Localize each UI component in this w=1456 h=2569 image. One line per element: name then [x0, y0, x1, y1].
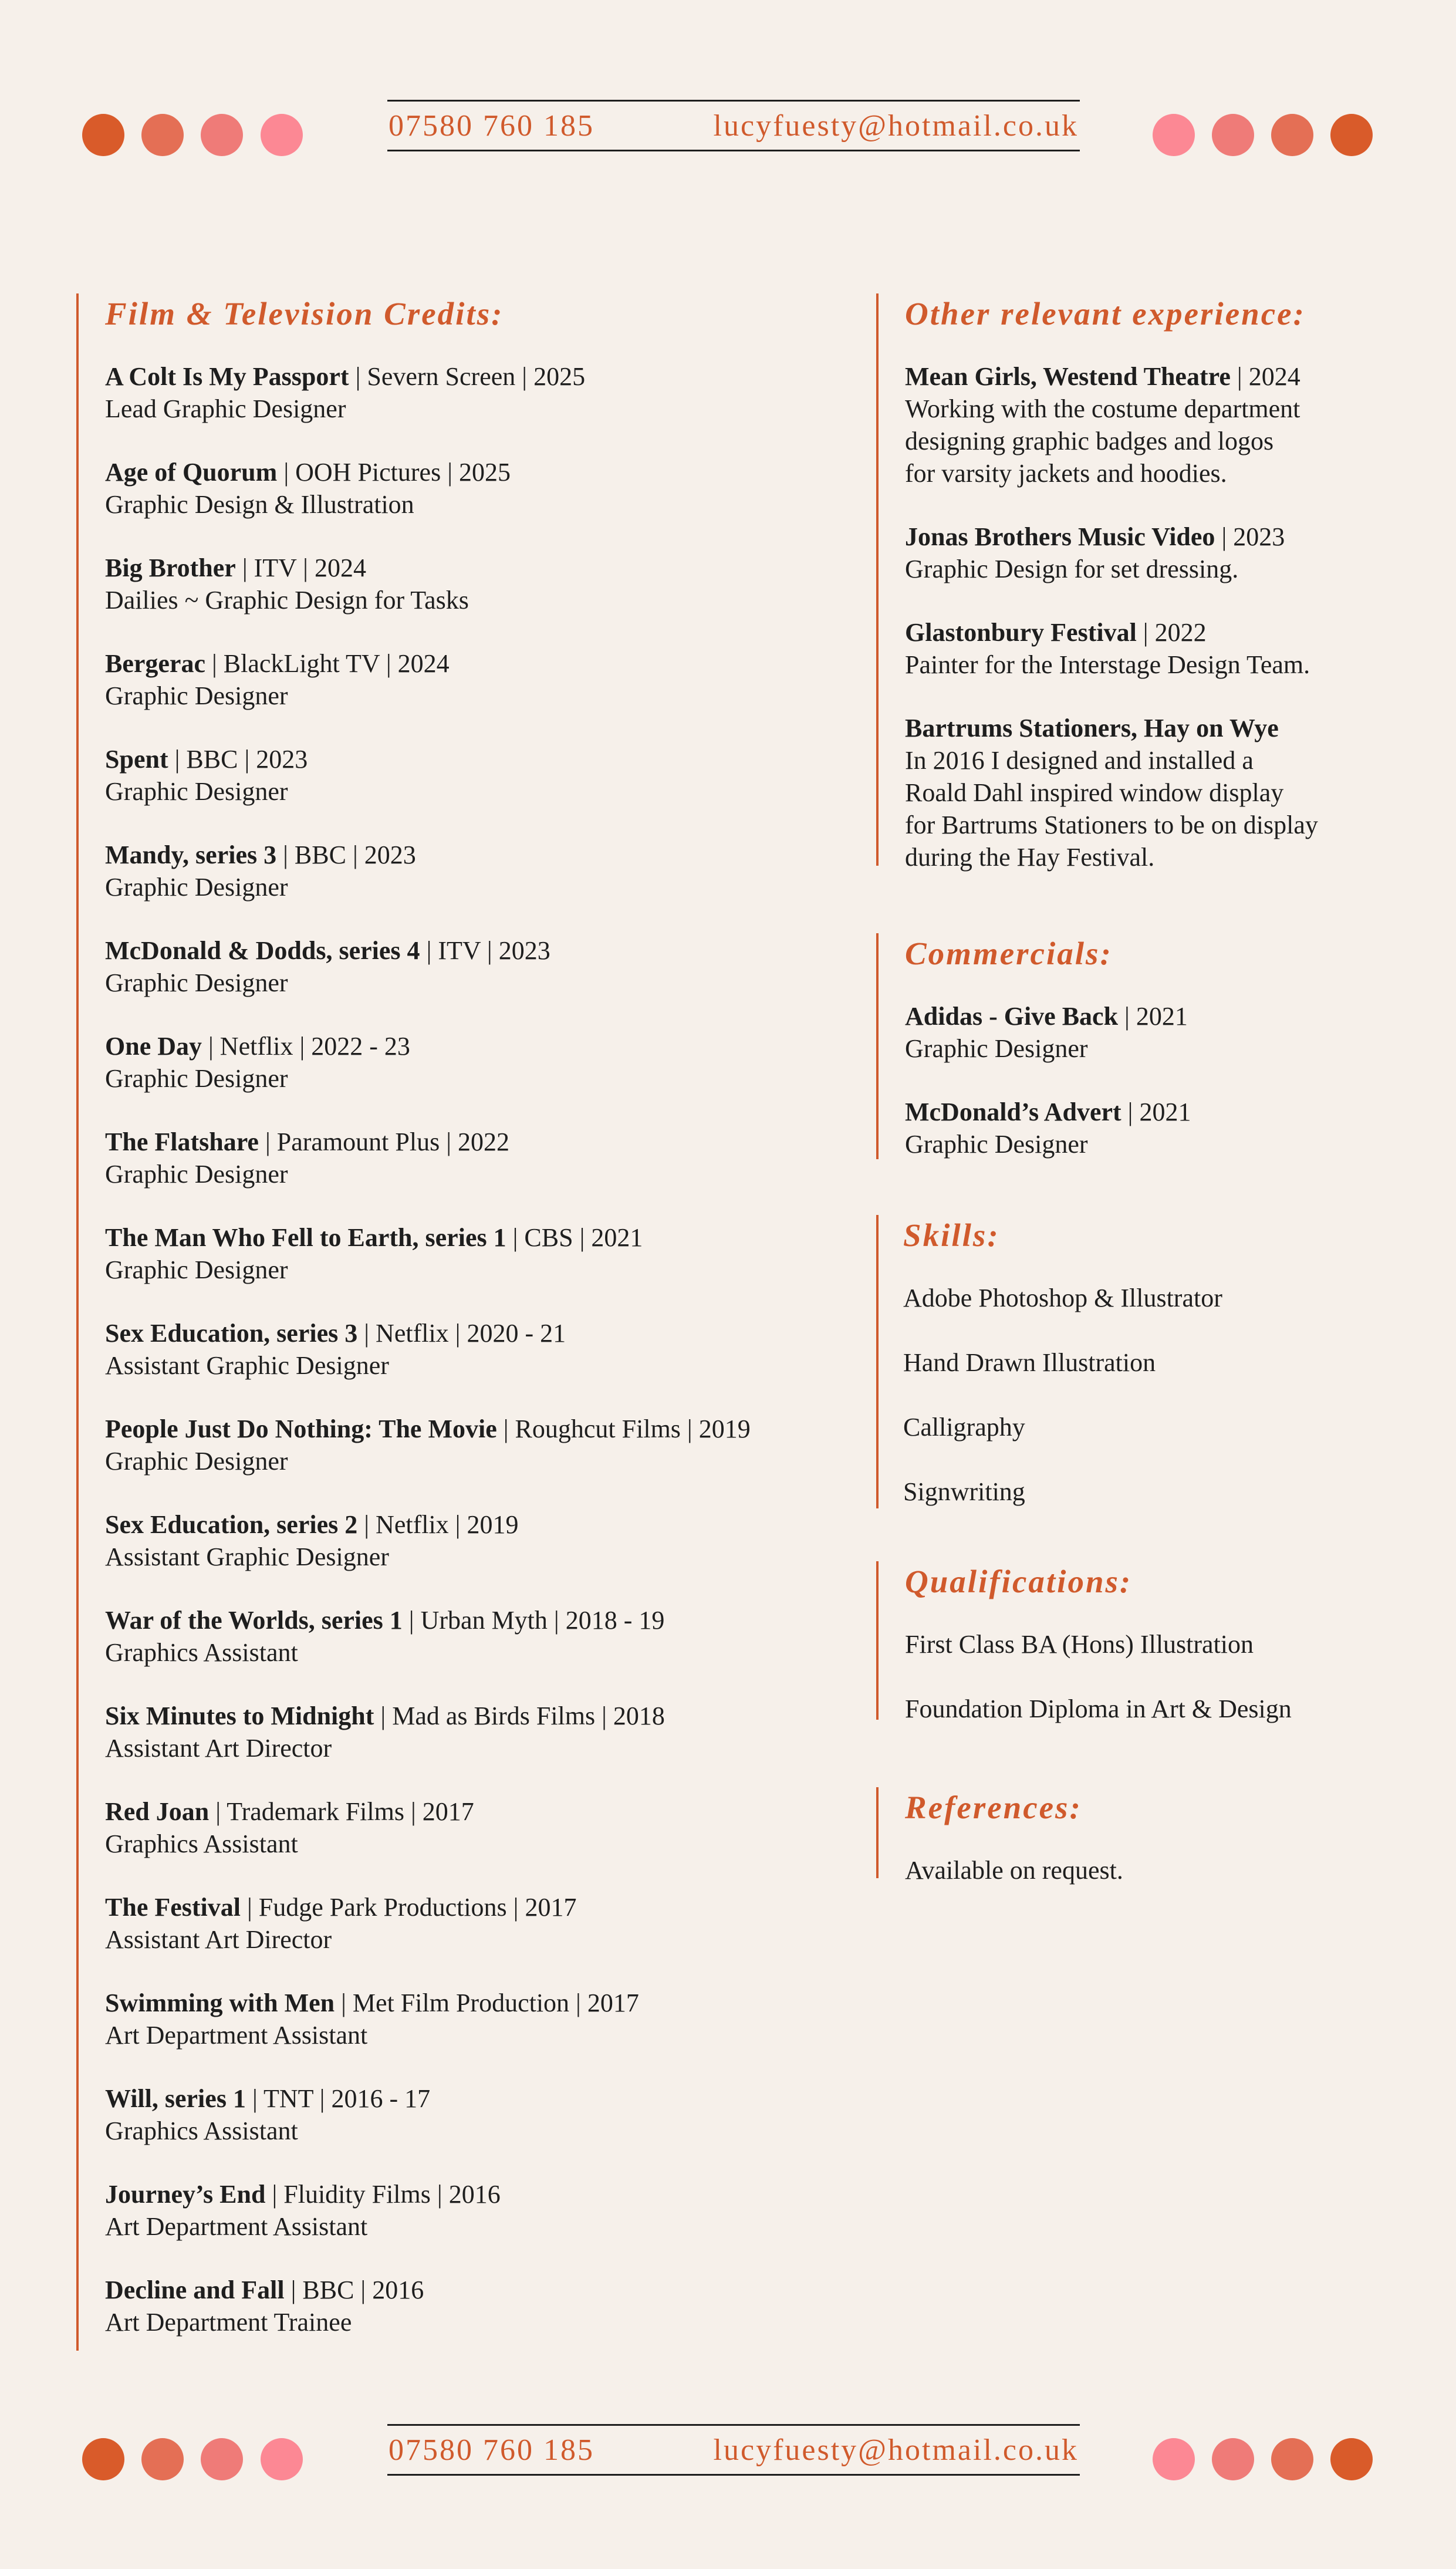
film-entry — [105, 1700, 863, 1764]
entry-details: | Mad as Birds Films | 2018 — [380, 1702, 665, 1730]
qualification-item: Foundation Diploma in Art & Design — [905, 1694, 1292, 1723]
contact-bar-bottom — [0, 2424, 1456, 2494]
entry-heading — [905, 1000, 1393, 1032]
entry-role: Graphic Design & Illustration — [105, 490, 414, 519]
entry-description-line: Working with the costume department — [905, 394, 1300, 423]
qualifications-section-title: Qualifications: — [905, 1564, 1133, 1599]
decorative-dot — [141, 114, 184, 156]
contact-box — [387, 100, 1080, 151]
entry-role: Graphic Designer — [105, 1160, 288, 1189]
entry-role: Assistant Graphic Designer — [105, 1542, 389, 1571]
entry-role: Lead Graphic Designer — [105, 394, 346, 423]
entry-title: Adidas - Give Back — [905, 1002, 1119, 1031]
entry-heading — [105, 2178, 863, 2210]
entry-role: Graphic Designer — [105, 777, 288, 806]
other-entry — [905, 712, 1393, 873]
entry-title: Mandy, series 3 — [105, 840, 277, 869]
film-entry — [105, 552, 863, 616]
entry-title: Decline and Fall — [105, 2276, 285, 2304]
references-section — [876, 1787, 1393, 1885]
entry-heading — [905, 712, 1393, 744]
entry-details: | Met Film Production | 2017 — [341, 1989, 639, 2017]
film-entry — [105, 360, 863, 425]
entry-title: Journey’s End — [105, 2180, 266, 2209]
decorative-dot — [82, 2438, 124, 2480]
entry-details: | Netflix | 2022 - 23 — [208, 1032, 410, 1061]
entry-role: Graphic Designer — [105, 873, 288, 902]
film-tv-credits-section — [76, 293, 863, 2351]
references-section-title: References: — [905, 1790, 1082, 1825]
entry-title: A Colt Is My Passport — [105, 362, 349, 391]
entry-role: Art Department Assistant — [105, 2212, 368, 2241]
entry-role: Graphic Designer — [105, 1064, 288, 1093]
decorative-dot — [261, 114, 303, 156]
entry-title: Red Joan — [105, 1797, 210, 1826]
entry-heading — [105, 1030, 863, 1062]
entry-heading — [105, 647, 863, 680]
entry-heading — [105, 456, 863, 488]
entry-heading — [105, 743, 863, 775]
entry-details: | Urban Myth | 2018 - 19 — [408, 1606, 665, 1635]
entry-role: Art Department Assistant — [105, 2021, 368, 2050]
entry-heading — [105, 2082, 863, 2115]
film-entry — [105, 1508, 863, 1573]
entry-description-line: Roald Dahl inspired window display — [905, 778, 1284, 807]
decorative-dot — [1271, 114, 1313, 156]
entry-heading — [105, 1221, 863, 1254]
entry-details: | Netflix | 2020 - 21 — [364, 1319, 566, 1348]
entry-role: Assistant Graphic Designer — [105, 1351, 389, 1380]
entry-title: War of the Worlds, series 1 — [105, 1606, 403, 1635]
entry-details: | 2021 — [1124, 1002, 1188, 1031]
entry-description-line: Painter for the Interstage Design Team. — [905, 650, 1310, 679]
entry-heading — [105, 1508, 863, 1541]
entry-details: | ITV | 2024 — [242, 553, 366, 582]
entry-heading — [105, 1987, 863, 2019]
entry-details: | OOH Pictures | 2025 — [283, 458, 511, 487]
skill-item: Calligraphy — [903, 1413, 1025, 1442]
entry-details: | Trademark Films | 2017 — [215, 1797, 474, 1826]
entry-description-line: during the Hay Festival. — [905, 843, 1155, 872]
contact-box — [387, 2424, 1080, 2476]
entry-details: | BlackLight TV | 2024 — [212, 649, 450, 678]
entry-role: Assistant Art Director — [105, 1925, 332, 1954]
film-entry — [105, 1221, 863, 1286]
film-entry — [105, 2178, 863, 2243]
entry-heading — [905, 360, 1393, 393]
other-entry — [905, 360, 1393, 490]
commercials-section-title: Commercials: — [905, 936, 1113, 971]
other-entry — [905, 616, 1393, 681]
contact-bar-top — [0, 100, 1456, 170]
film-entry — [105, 743, 863, 808]
entry-title: McDonald’s Advert — [905, 1098, 1121, 1126]
entry-role: Graphics Assistant — [105, 2116, 298, 2145]
commercials-entry — [905, 1000, 1393, 1065]
film-entry — [105, 934, 863, 999]
entry-role: Graphic Designer — [105, 968, 288, 997]
qualifications-section — [876, 1561, 1393, 1723]
entry-title: The Festival — [105, 1893, 241, 1922]
entry-details: | Roughcut Films | 2019 — [503, 1415, 751, 1443]
film-section-title: Film & Television Credits: — [105, 296, 504, 332]
phone-number: 07580 760 185 — [389, 109, 594, 143]
entry-title: The Man Who Fell to Earth, series 1 — [105, 1223, 506, 1252]
phone-number: 07580 760 185 — [389, 2433, 594, 2467]
email-address[interactable]: lucyfuesty@hotmail.co.uk — [713, 109, 1079, 143]
entry-title: Jonas Brothers Music Video — [905, 522, 1215, 551]
entry-title: Bartrums Stationers, Hay on Wye — [905, 714, 1279, 742]
entry-details: | Netflix | 2019 — [364, 1510, 519, 1539]
entry-role: Art Department Trainee — [105, 2308, 352, 2337]
decorative-dot — [1153, 2438, 1195, 2480]
commercials-section — [876, 933, 1393, 1159]
entry-role: Graphics Assistant — [105, 1829, 298, 1858]
entry-heading — [105, 1700, 863, 1732]
entry-heading — [105, 552, 863, 584]
entry-details: | ITV | 2023 — [426, 936, 550, 965]
entry-heading — [105, 2274, 863, 2306]
decorative-dot — [1212, 114, 1254, 156]
skill-item: Hand Drawn Illustration — [903, 1348, 1156, 1377]
entry-details: | Fluidity Films | 2016 — [272, 2180, 501, 2209]
entry-heading — [905, 1096, 1393, 1128]
entry-role: Graphic Designer — [905, 1130, 1088, 1159]
entry-title: McDonald & Dodds, series 4 — [105, 936, 420, 965]
entry-title: Will, series 1 — [105, 2084, 246, 2113]
entry-role: Graphic Designer — [105, 1255, 288, 1284]
entry-heading — [105, 1891, 863, 1923]
decorative-dot — [201, 2438, 243, 2480]
entry-details: | 2023 — [1221, 522, 1285, 551]
entry-description-line: for Bartrums Stationers to be on display — [905, 811, 1318, 839]
entry-title: Swimming with Men — [105, 1989, 335, 2017]
entry-title: People Just Do Nothing: The Movie — [105, 1415, 497, 1443]
decorative-dot — [1330, 2438, 1373, 2480]
film-entry — [105, 647, 863, 712]
film-entry — [105, 2274, 863, 2338]
entry-heading — [105, 1795, 863, 1828]
email-address[interactable]: lucyfuesty@hotmail.co.uk — [713, 2433, 1079, 2467]
entry-details: | TNT | 2016 - 17 — [252, 2084, 431, 2113]
entry-role: Assistant Art Director — [105, 1734, 332, 1763]
entry-title: The Flatshare — [105, 1127, 259, 1156]
entry-details: | BBC | 2023 — [283, 840, 416, 869]
entry-heading — [105, 839, 863, 871]
entry-description-line: designing graphic badges and logos — [905, 427, 1274, 455]
entry-title: Sex Education, series 2 — [105, 1510, 358, 1539]
decorative-dot — [1153, 114, 1195, 156]
entry-title: Glastonbury Festival — [905, 618, 1137, 647]
entry-title: Bergerac — [105, 649, 205, 678]
entry-details: | Paramount Plus | 2022 — [265, 1127, 510, 1156]
entry-heading — [105, 934, 863, 967]
film-entry — [105, 1413, 863, 1477]
film-entry — [105, 1891, 863, 1956]
film-entry — [105, 456, 863, 521]
entry-details: | CBS | 2021 — [512, 1223, 643, 1252]
entry-title: One Day — [105, 1032, 202, 1061]
film-entry — [105, 1987, 863, 2051]
entry-details: | 2022 — [1143, 618, 1207, 647]
entry-description-line: In 2016 I designed and installed a — [905, 746, 1254, 775]
entry-title: Sex Education, series 3 — [105, 1319, 358, 1348]
film-entry — [105, 1795, 863, 1860]
skills-section — [876, 1215, 1393, 1508]
entry-heading — [105, 1317, 863, 1349]
film-entry — [105, 1126, 863, 1190]
commercials-entry — [905, 1096, 1393, 1160]
entry-heading — [105, 1126, 863, 1158]
entry-details: | BBC | 2023 — [174, 745, 308, 774]
other-experience-section — [876, 293, 1393, 872]
entry-role: Graphic Designer — [105, 681, 288, 710]
film-entry — [105, 1604, 863, 1669]
film-entry — [105, 2082, 863, 2147]
entry-role: Graphic Designer — [105, 1447, 288, 1476]
entry-details: | Fudge Park Productions | 2017 — [246, 1893, 577, 1922]
references-text: Available on request. — [905, 1856, 1123, 1885]
entry-description-line: for varsity jackets and hoodies. — [905, 459, 1227, 488]
entry-title: Spent — [105, 745, 168, 774]
entry-details: | Severn Screen | 2025 — [355, 362, 586, 391]
film-entry — [105, 1317, 863, 1382]
entry-title: Age of Quorum — [105, 458, 278, 487]
skill-item: Adobe Photoshop & Illustrator — [903, 1284, 1222, 1312]
film-entry — [105, 1030, 863, 1095]
other-section-title: Other relevant experience: — [905, 296, 1306, 332]
decorative-dot — [261, 2438, 303, 2480]
entry-details: | 2021 — [1127, 1098, 1191, 1126]
entry-details: | 2024 — [1237, 362, 1300, 391]
qualification-item: First Class BA (Hons) Illustration — [905, 1630, 1254, 1659]
decorative-dot — [201, 114, 243, 156]
decorative-dot — [1330, 114, 1373, 156]
skill-item: Signwriting — [903, 1477, 1025, 1506]
entry-role: Graphic Designer — [905, 1034, 1088, 1063]
entry-role: Graphics Assistant — [105, 1638, 298, 1667]
entry-heading — [105, 360, 863, 393]
entry-heading — [105, 1413, 863, 1445]
decorative-dot — [1271, 2438, 1313, 2480]
entry-title: Six Minutes to Midnight — [105, 1702, 374, 1730]
entry-role: Dailies ~ Graphic Design for Tasks — [105, 586, 469, 615]
entry-title: Big Brother — [105, 553, 236, 582]
decorative-dot — [82, 114, 124, 156]
entry-heading — [105, 1604, 863, 1636]
entry-heading — [905, 521, 1393, 553]
entry-title: Mean Girls, Westend Theatre — [905, 362, 1231, 391]
skills-section-title: Skills: — [903, 1217, 1000, 1253]
entry-heading — [905, 616, 1393, 649]
film-entry — [105, 839, 863, 903]
other-entry — [905, 521, 1393, 585]
entry-details: | BBC | 2016 — [290, 2276, 424, 2304]
decorative-dot — [1212, 2438, 1254, 2480]
entry-description-line: Graphic Design for set dressing. — [905, 555, 1239, 583]
decorative-dot — [141, 2438, 184, 2480]
